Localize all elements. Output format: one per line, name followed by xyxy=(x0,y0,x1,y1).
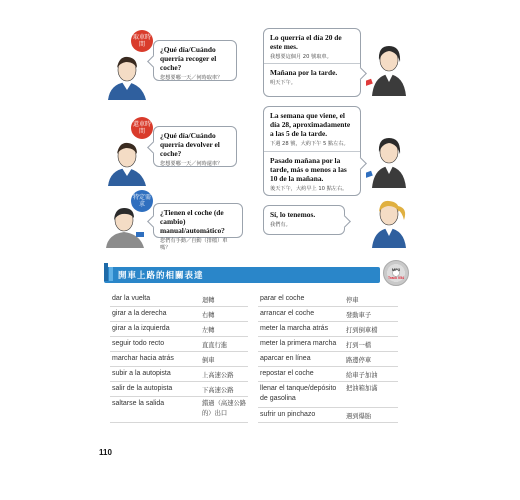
vocab-chinese: 下高速公路 xyxy=(202,387,234,394)
vocab-row xyxy=(258,382,398,408)
vocab-chinese: 錯過（高速公路的）出口 xyxy=(202,400,247,417)
vocab-spanish: girar a la izquierda xyxy=(112,325,170,332)
vocab-chinese: 左轉 xyxy=(202,327,215,334)
vocab-chinese: 迴轉 xyxy=(202,297,215,304)
vocab-spanish: sufrir un pinchazo xyxy=(260,411,316,418)
answer-es: La semana que viene, el día 28, aproximadamente a las 5 de la tarde. xyxy=(270,111,351,138)
question-bubble-3 xyxy=(153,203,243,251)
mp3-cd-icon[interactable] xyxy=(383,260,409,286)
question-bubble-2 xyxy=(153,126,237,167)
vocab-spanish: girar a la derecha xyxy=(112,310,167,317)
answer-bubble-2 xyxy=(263,106,361,196)
vocab-spanish: repostar el coche xyxy=(260,370,314,377)
clerk-figure-2 xyxy=(366,128,412,188)
vocab-chinese: 倒車 xyxy=(202,357,215,364)
vocab-row xyxy=(110,337,248,352)
answer-bubble-3 xyxy=(263,205,345,235)
customer-figure-3 xyxy=(102,204,148,248)
vocab-spanish: seguir todo recto xyxy=(112,340,165,347)
vocab-row xyxy=(110,367,248,382)
vocab-row xyxy=(258,307,398,322)
question-zh: 您想要哪一天／何時取車？ xyxy=(160,75,223,81)
vocab-chinese: 路邊停車 xyxy=(346,357,372,364)
vocab-spanish: llenar el tanque/depósito de gasolina xyxy=(260,385,337,402)
vocab-row xyxy=(110,397,248,423)
vocab-chinese: 直直行進 xyxy=(202,342,228,349)
tag-pickup-time: 取車時間 xyxy=(131,30,153,52)
vocab-spanish: meter la marcha atrás xyxy=(260,325,329,332)
question-zh: 您們有手動／自動（排檔）車嗎？ xyxy=(160,238,228,251)
question-bubble-1 xyxy=(153,40,237,81)
customer-figure-1 xyxy=(104,50,150,100)
vocab-row xyxy=(258,408,398,423)
tag-special-request: 特定需求 xyxy=(131,190,153,212)
question-zh: 您想要哪一天／何時還車？ xyxy=(160,161,223,167)
vocab-row xyxy=(258,322,398,337)
vocab-chinese: 把油箱加滿 xyxy=(346,385,378,392)
vocab-spanish: saltarse la salida xyxy=(112,400,165,407)
cd-track: Track 054 xyxy=(388,276,404,280)
section-marker-icon xyxy=(104,263,116,281)
clerk-figure-3 xyxy=(364,196,414,248)
vocab-row xyxy=(110,382,248,397)
clerk-figure-1 xyxy=(366,36,412,96)
vocab-chinese: 右轉 xyxy=(202,312,215,319)
answer-bubble-1 xyxy=(263,28,361,97)
vocab-chinese: 給車子加油 xyxy=(346,372,378,379)
vocab-spanish: parar el coche xyxy=(260,295,305,302)
page-number: 110 xyxy=(99,448,112,457)
answer-zh: 後天下午，大約早上 10 點左右。 xyxy=(270,186,348,192)
section-title: 開車上路的相關表達 xyxy=(118,271,204,281)
answer-es: Lo querría el día 20 de este mes. xyxy=(270,33,342,51)
answer-zh: 明天下午。 xyxy=(270,80,296,86)
tag-return-time: 還車時間 xyxy=(131,117,153,139)
vocab-row xyxy=(110,292,248,307)
question-es: ¿Qué día/Cuándo querría recoger el coche? xyxy=(160,45,217,72)
answer-es: Sí, lo tenemos. xyxy=(270,210,316,219)
question-es: ¿Tienen el coche (de cambio) manual/automático? xyxy=(160,208,225,235)
vocab-chinese: 打到倒車檔 xyxy=(346,327,378,334)
vocab-spanish: aparcar en línea xyxy=(260,355,311,362)
vocab-chinese: 發動車子 xyxy=(346,312,372,319)
vocab-row xyxy=(110,307,248,322)
vocab-spanish: subir a la autopista xyxy=(112,370,171,377)
vocab-row xyxy=(110,322,248,337)
answer-zh: 下週 28 號，大約下午 5 點左右。 xyxy=(270,141,349,147)
vocab-spanish: dar la vuelta xyxy=(112,295,151,302)
vocab-spanish: salir de la autopista xyxy=(112,385,173,392)
vocab-row xyxy=(258,337,398,352)
vocab-chinese: 打到一檔 xyxy=(346,342,372,349)
vocab-spanish: meter la primera marcha xyxy=(260,340,337,347)
answer-es: Pasado mañana por la tarde, más o menos a las 10 de la mañana. xyxy=(270,156,347,183)
vocab-chinese: 停車 xyxy=(346,297,359,304)
vocab-spanish: marchar hacia atrás xyxy=(112,355,174,362)
vocab-chinese: 遇到爆胎 xyxy=(346,413,372,420)
vocab-row xyxy=(110,352,248,367)
cd-label: MP3 xyxy=(391,267,401,272)
answer-zh: 我想要這個月 20 號取車。 xyxy=(270,54,332,60)
vocab-chinese: 上高速公路 xyxy=(202,372,234,379)
vocab-spanish: arrancar el coche xyxy=(260,310,315,317)
answer-zh: 我們有。 xyxy=(270,222,291,228)
customer-figure-2 xyxy=(104,136,150,186)
question-es: ¿Qué día/Cuándo querría devolver el coche? xyxy=(160,131,220,158)
vocab-row xyxy=(258,352,398,367)
vocab-row xyxy=(258,292,398,307)
answer-es: Mañana por la tarde. xyxy=(270,68,338,77)
vocab-row xyxy=(258,367,398,382)
